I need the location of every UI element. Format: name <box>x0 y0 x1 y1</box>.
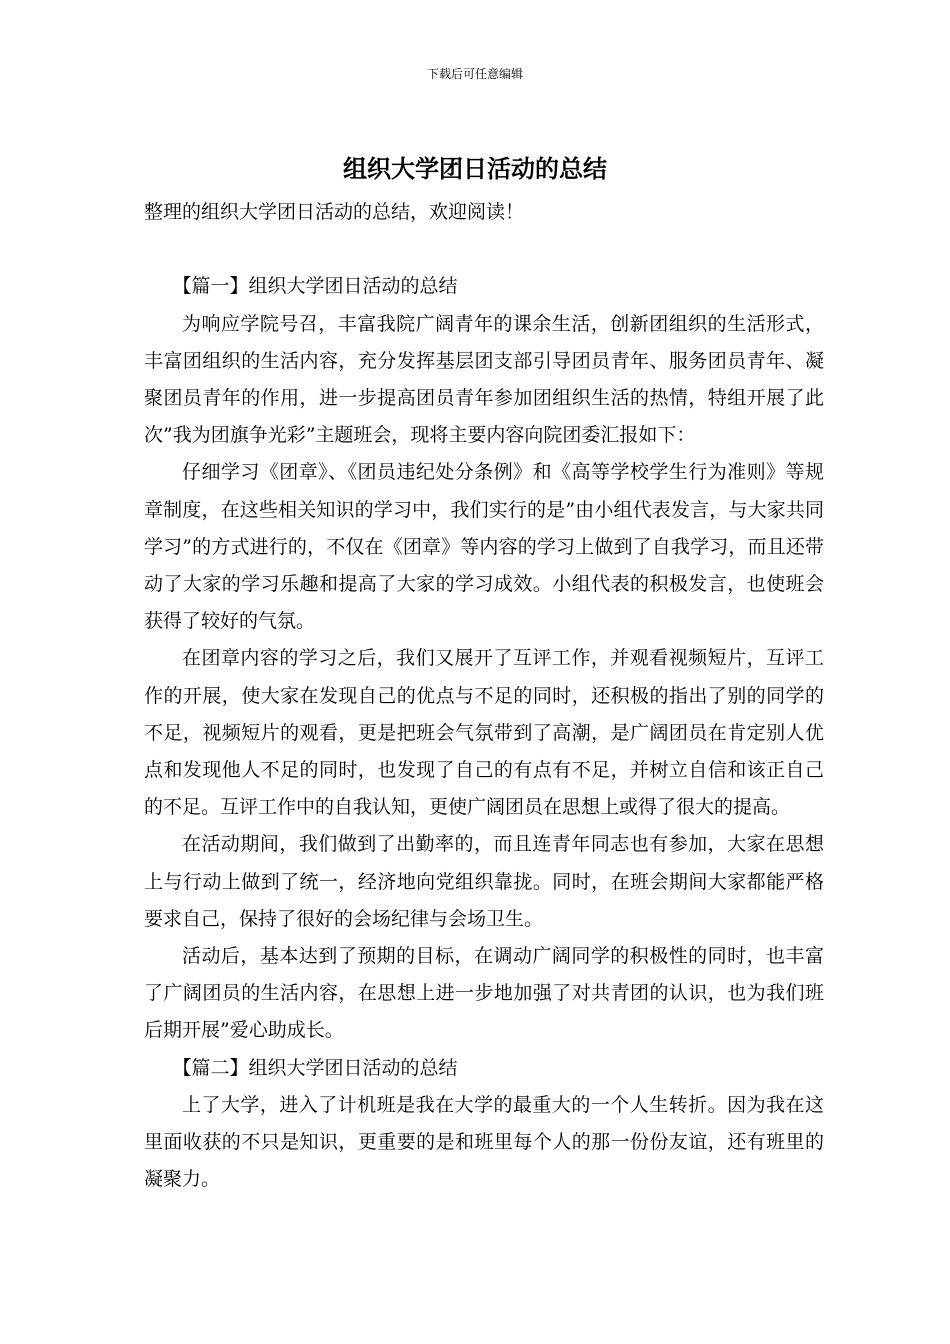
paragraph: 活动后，基本达到了预期的目标，在调动广阔同学的积极性的同时，也丰富了广阔团员的生活内容，在思想上进一步地加强了对共青团的认识，也为我们班后期开展”爱心助成长。 <box>144 945 824 1042</box>
header-note: 下载后可任意编辑 <box>426 67 523 81</box>
document-title: 组织大学团日活动的总结 <box>343 154 607 183</box>
paragraph: 上了大学，进入了计机班是我在大学的最重大的一个人生转折。因为我在这里面收获的不只是知识，更重要的是和班里每个人的那一份份友谊，还有班里的凝聚力。 <box>144 1093 824 1191</box>
section-heading-1: 【篇一】组织大学团日活动的总结 <box>172 275 458 298</box>
paragraph: 为响应学院号召，丰富我院广阔青年的课余生活，创新团组织的生活形式，丰富团组织的生活内容，充分发挥基层团支部引导团员青年、服务团员青年、凝聚团员青年的作用，进一步提高团员青年参加团组织生活的热情，特组开展了此次”我为团旗争光彩”主题班会，现将主要内容向院团委汇报如下： <box>144 312 824 447</box>
blank-line <box>144 231 824 268</box>
document-body <box>144 194 824 1198</box>
paragraph: 在活动期间，我们做到了出勤率的，而且连青年同志也有参加，大家在思想上与行动上做到了统一，经济地向党组织靠拢。同时，在班会期间大家都能严格要求自己，保持了很好的会场纪律与会场卫生。 <box>144 833 824 930</box>
paragraph: 在团章内容的学习之后，我们又展开了互评工作，并观看视频短片，互评工作的开展，使大家在发现自己的优点与不足的同时，还积极的指出了别的同学的不足，视频短片的观看，更是把班会气氛带到了高潮，是广阔团员在肯定别人优点和发现他人不足的同时，也发现了自己的有点有不足，并树立自信和该正自己的不足。互评工作中的自我认知，更使广阔团员在思想上或得了很大的提高。 <box>144 647 824 819</box>
section-heading-2: 【篇二】组织大学团日活动的总结 <box>172 1056 458 1079</box>
intro-paragraph: 整理的组织大学团日活动的总结，欢迎阅读！ <box>144 201 525 223</box>
paragraph: 仔细学习《团章》、《团员违纪处分条例》和《高等学校学生行为准则》等规章制度，在这些相关知识的学习中，我们实行的是”由小组代表发言，与大家共同学习”的方式进行的，不仅在《团章》等内容的学习上做到了自我学习，而且还带动了大家的学习乐趣和提高了大家的学习成效。小组代表的积极发言，也使班会获得了较好的气氛。 <box>144 461 824 633</box>
